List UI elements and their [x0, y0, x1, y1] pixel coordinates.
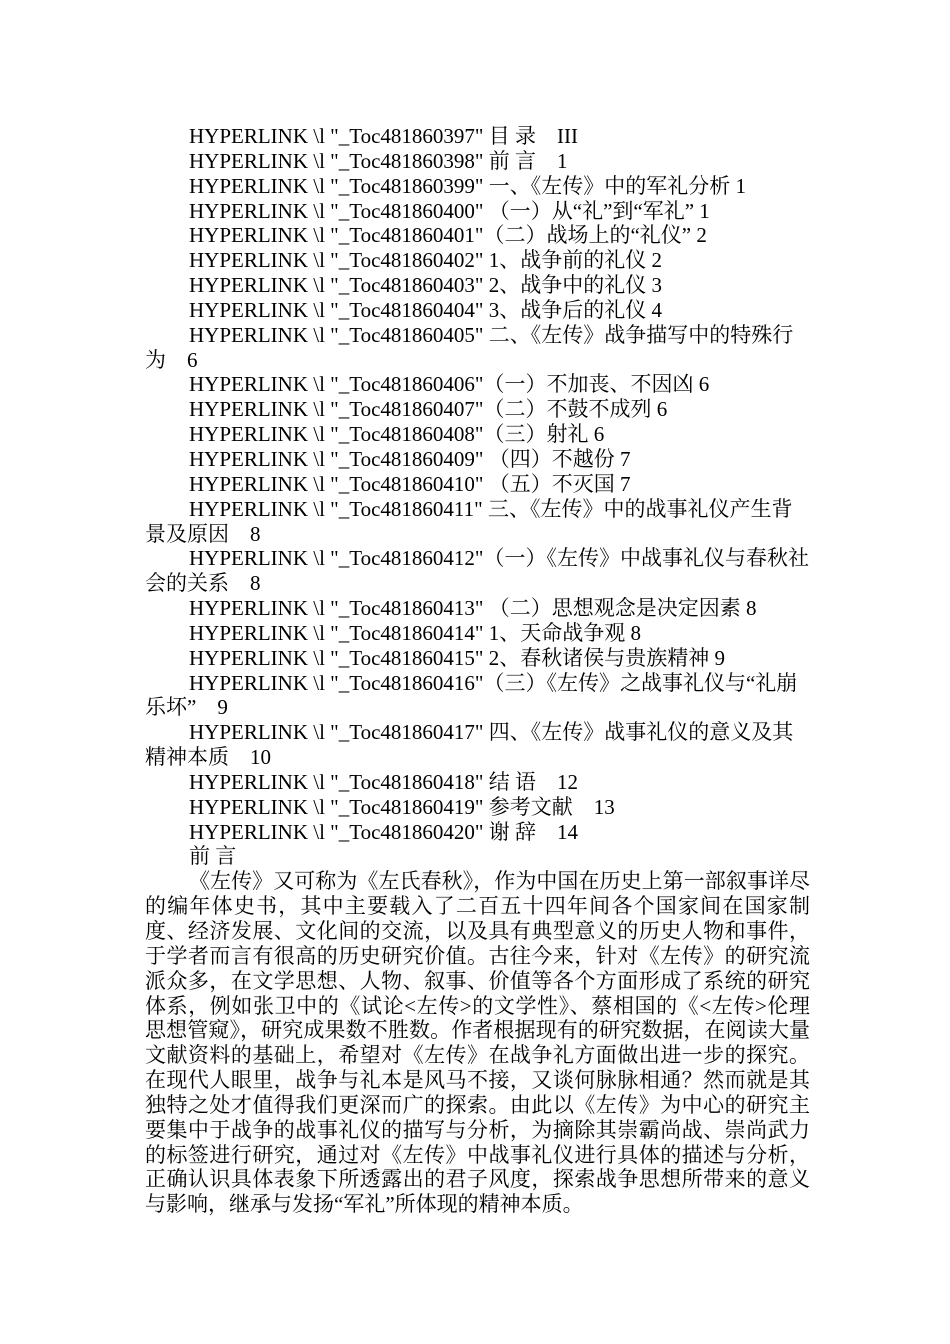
- toc-entry[interactable]: HYPERLINK \l "_Toc481860401"（二）战场上的“礼仪” 2: [189, 223, 707, 248]
- toc-entry[interactable]: HYPERLINK \l "_Toc481860415" 2、春秋诸侯与贵族精神 9: [189, 645, 725, 670]
- toc-entry[interactable]: HYPERLINK \l "_Toc481860405" 二、《左传》战争描写中的特殊行为 6: [145, 322, 794, 372]
- toc-entry[interactable]: HYPERLINK \l "_Toc481860416"（三）《左传》之战事礼仪与“礼崩乐坏” 9: [145, 670, 798, 720]
- toc-entry[interactable]: HYPERLINK \l "_Toc481860399" 一、《左传》中的军礼分析 1: [189, 173, 746, 198]
- toc-entry[interactable]: HYPERLINK \l "_Toc481860420" 谢 辞 14: [189, 819, 578, 844]
- toc-entry[interactable]: HYPERLINK \l "_Toc481860411" 三、《左传》中的战事礼仪产生背景及原因 8: [145, 496, 793, 546]
- toc-entry[interactable]: HYPERLINK \l "_Toc481860400" （一）从“礼”到“军礼” 1: [189, 198, 710, 223]
- table-of-contents: [145, 124, 810, 844]
- toc-entry[interactable]: HYPERLINK \l "_Toc481860408"（三）射礼 6: [189, 422, 605, 447]
- document-page: [145, 124, 810, 1217]
- toc-entry[interactable]: HYPERLINK \l "_Toc481860414" 1、天命战争观 8: [189, 620, 641, 645]
- toc-entry[interactable]: HYPERLINK \l "_Toc481860419" 参考文献 13: [189, 794, 615, 819]
- toc-entry[interactable]: HYPERLINK \l "_Toc481860417" 四、《左传》战事礼仪的意义及其精神本质 10: [145, 720, 794, 770]
- toc-entry[interactable]: HYPERLINK \l "_Toc481860404" 3、战争后的礼仪 4: [189, 297, 662, 322]
- toc-entry[interactable]: HYPERLINK \l "_Toc481860397" 目 录 III: [189, 124, 578, 148]
- toc-entry[interactable]: HYPERLINK \l "_Toc481860412"（一）《左传》中战事礼仪与春秋社会的关系 8: [145, 546, 809, 596]
- toc-entry[interactable]: HYPERLINK \l "_Toc481860409" （四）不越份 7: [189, 446, 631, 471]
- toc-entry[interactable]: HYPERLINK \l "_Toc481860403" 2、战争中的礼仪 3: [189, 273, 662, 298]
- toc-entry[interactable]: HYPERLINK \l "_Toc481860406"（一）不加丧、不因凶 6: [189, 372, 710, 397]
- toc-entry[interactable]: HYPERLINK \l "_Toc481860407"（二）不鼓不成列 6: [189, 397, 668, 422]
- toc-entry[interactable]: HYPERLINK \l "_Toc481860398" 前 言 1: [189, 148, 568, 173]
- toc-entry[interactable]: HYPERLINK \l "_Toc481860410" （五）不灭国 7: [189, 471, 631, 496]
- toc-entry[interactable]: HYPERLINK \l "_Toc481860402" 1、战争前的礼仪 2: [189, 248, 662, 273]
- toc-entry[interactable]: HYPERLINK \l "_Toc481860413" （二）思想观念是决定因素 8: [189, 596, 757, 621]
- toc-entry[interactable]: HYPERLINK \l "_Toc481860418" 结 语 12: [189, 769, 578, 794]
- intro-paragraph: 《左传》又可称为《左氏春秋》，作为中国在历史上第一部叙事详尽的编年体史书，其中主要载入了二百五十四年间各个国家间在国家制度、经济发展、文化间的交流，以及具有典型意义的历史人物和事件，于学者而言有很高的历史研究价值。古往今来，针对《左传》的研究流派众多，在文学思想、人物、叙事、价值等各个方面形成了系统的研究体系，例如张卫中的《试论<左传>的文学性》、蔡相国的《<左传>伦理思想管窥》，研究成果数不胜数。作者根据现有的研究数据，在阅读大量文献资料的基础上，希望对《左传》在战争礼方面做出进一步的探究。在现代人眼里，战争与礼本是风马不接，又谈何脉脉相通？然而就是其独特之处才值得我们更深而广的探索。由此以《左传》为中心的研究主要集中于战争的战事礼仪的描写与分析，为摘除其崇霸尚战、崇尚武力的标签进行研究，通过对《左传》中战事礼仪进行具体的描述与分析，正确认识具体表象下所透露出的君子风度，探索战争思想所带来的意义与影响，继承与发扬“军礼”所体现的精神本质。: [145, 869, 810, 1217]
- section-heading: 前 言: [189, 844, 237, 869]
